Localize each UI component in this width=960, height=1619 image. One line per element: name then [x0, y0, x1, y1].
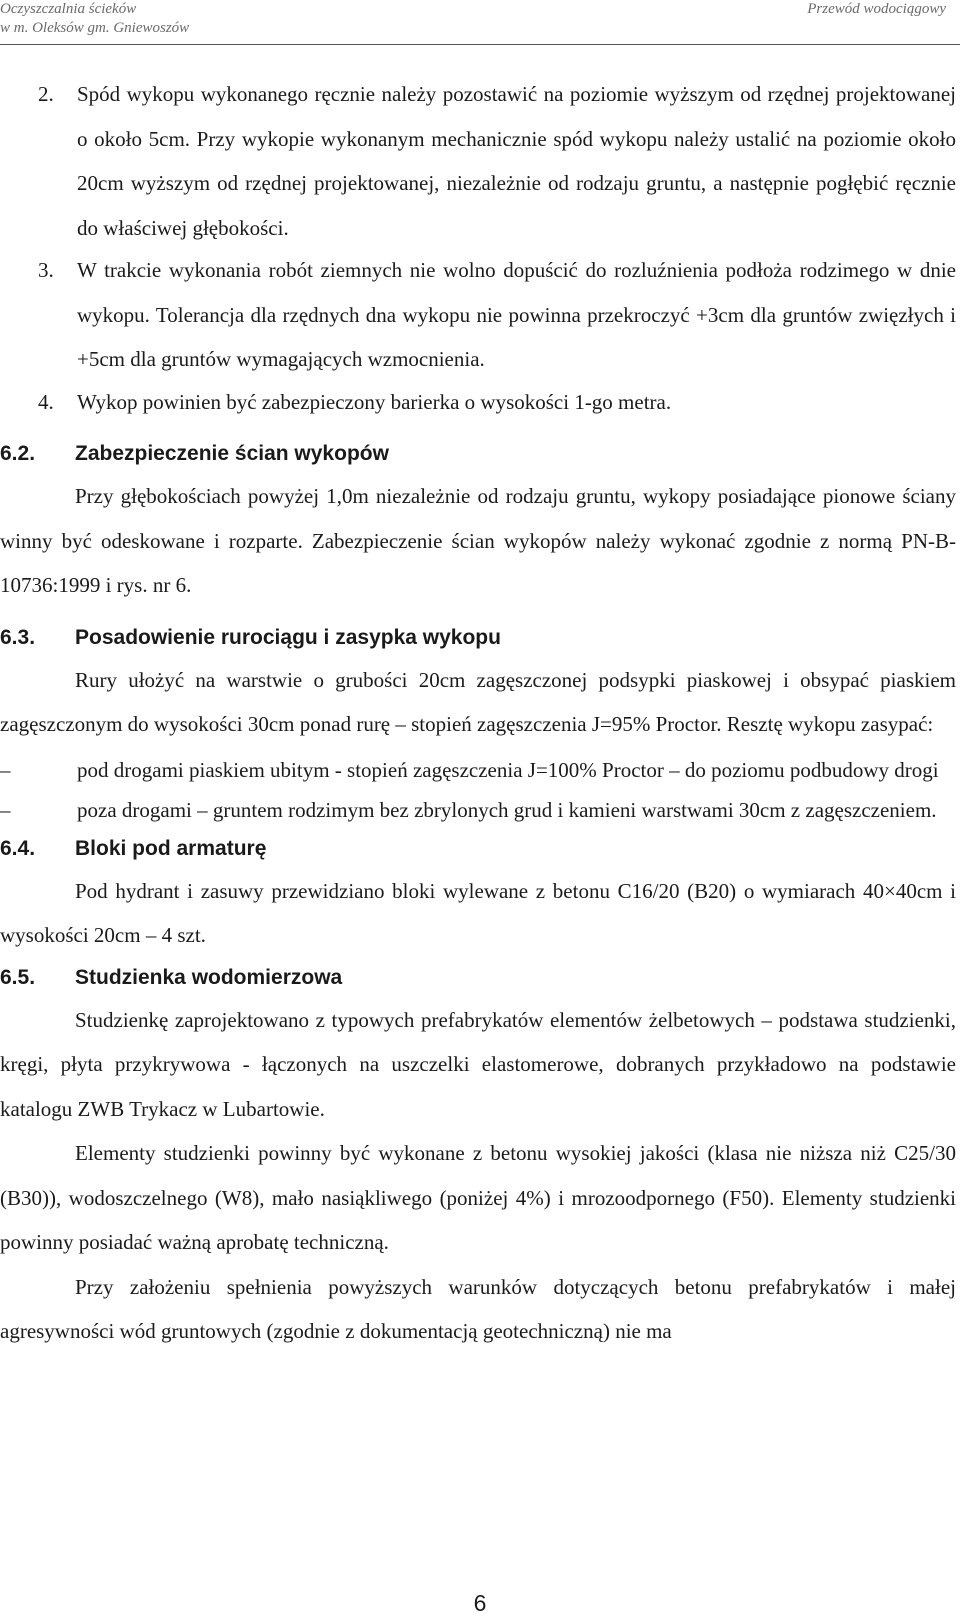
section-number: 6.4. [0, 836, 36, 860]
section-number: 6.2. [0, 442, 36, 465]
header-right-title: Przewód wodociągowy [807, 1, 946, 17]
list-item-number: 3. [38, 258, 54, 282]
dash-list-item [0, 796, 960, 825]
section-heading-6-2 [0, 432, 960, 476]
list-item [0, 248, 960, 382]
section-title: Bloki pod armaturę [75, 836, 267, 860]
dash-bullet: – [0, 797, 11, 822]
section-heading-6-3 [0, 616, 960, 660]
section-number: 6.5. [0, 965, 36, 989]
section-number: 6.3. [0, 625, 36, 649]
paragraph: Elementy studzienki powinny być wykonane z betonu wysokiej jakości (klasa nie niższa niż C25/30 (B30)), wodoszczelnego (W8), mało nasiąkliwego (poniżej 4%) i mrozoodpornego (F50). Elementy studzienki powinny posiadać ważną aprobatę techniczną. [0, 1141, 956, 1254]
list-item-number: 4. [38, 389, 54, 414]
header-project-title: Oczyszczalnia ścieków [0, 1, 137, 17]
list-item [0, 380, 960, 425]
paragraph: Przy założeniu spełnienia powyższych warunków dotyczących betonu prefabrykatów i małej agresywności wód gruntowych (zgodnie z dokumentacją geotechniczną) nie ma [0, 1274, 956, 1343]
section-heading-6-4 [0, 827, 960, 871]
section-title: Studzienka wodomierzowa [75, 965, 343, 989]
dash-list-item [0, 756, 960, 785]
document-body [0, 72, 960, 1354]
list-item [0, 72, 960, 250]
dash-list-text: pod drogami piaskiem ubitym - stopień zagęszczenia J=100% Proctor – do poziomu podbudowy drogi [77, 757, 939, 782]
header-location: w m. Oleksów gm. Gniewoszów [0, 20, 190, 36]
paragraph: Rury ułożyć na warstwie o grubości 20cm zagęszczonej podsypki piaskowej i obsypać piaskiem zagęszczonym do wysokości 30cm ponad rurę – stopień zagęszczenia J=95% Proctor. Resztę wykopu zasypać: [0, 667, 956, 736]
list-item-text: W trakcie wykonania robót ziemnych nie wolno dopuścić do rozluźnienia podłoża rodzimego w dnie wykopu. Tolerancja dla rzędnych dna wykopu nie powinna przekroczyć +3cm dla gruntów zwięzłych i +5cm dla gruntów wymagających wzmocnienia. [77, 258, 956, 371]
list-item-number: 2. [38, 82, 54, 106]
header-left [0, 0, 189, 38]
section-heading-6-5 [0, 956, 960, 1000]
section-title: Posadowienie rurociągu i zasypka wykopu [75, 625, 501, 649]
paragraph: Studzienkę zaprojektowano z typowych prefabrykatów elementów żelbetowych – podstawa studzienki, kręgi, płyta przykrywowa - łączonych na uszczelki elastomerowe, dobranych przykładowo na podstawie katalogu ZWB Trykacz w Lubartowie. [0, 1007, 956, 1121]
list-item-text: Spód wykopu wykonanego ręcznie należy pozostawić na poziomie wyższym od rzędnej projektowanej o około 5cm. Przy wykopie wykonanym mechanicznie spód wykopu należy ustalić na poziomie około 20cm wyższym od rzędnej projektowanej, niezależnie od rodzaju gruntu, a następnie pogłębić ręcznie do właściwej głębokości. [77, 82, 956, 240]
dash-list-text: poza drogami – gruntem rodzimym bez zbrylonych grud i kamieni warstwami 30cm z zagęszczeniem. [77, 797, 937, 822]
paragraph: Pod hydrant i zasuwy przewidziano bloki wylewane z betonu C16/20 (B20) o wymiarach 40×40cm i wysokości 20cm – 4 szt. [0, 878, 956, 947]
page-header [0, 0, 960, 45]
list-item-text: Wykop powinien być zabezpieczony barierka o wysokości 1-go metra. [77, 389, 672, 414]
dash-bullet: – [0, 757, 11, 782]
section-title: Zabezpieczenie ścian wykopów [75, 442, 389, 465]
page-number: 6 [473, 1590, 487, 1616]
paragraph: Przy głębokościach powyżej 1,0m niezależnie od rodzaju gruntu, wykopy posiadające pionowe ściany winny być odeskowane i rozparte. Zabezpieczenie ścian wykopów należy wykonać zgodnie z normą PN-B-10736:1999 i rys. nr 6. [0, 484, 956, 597]
